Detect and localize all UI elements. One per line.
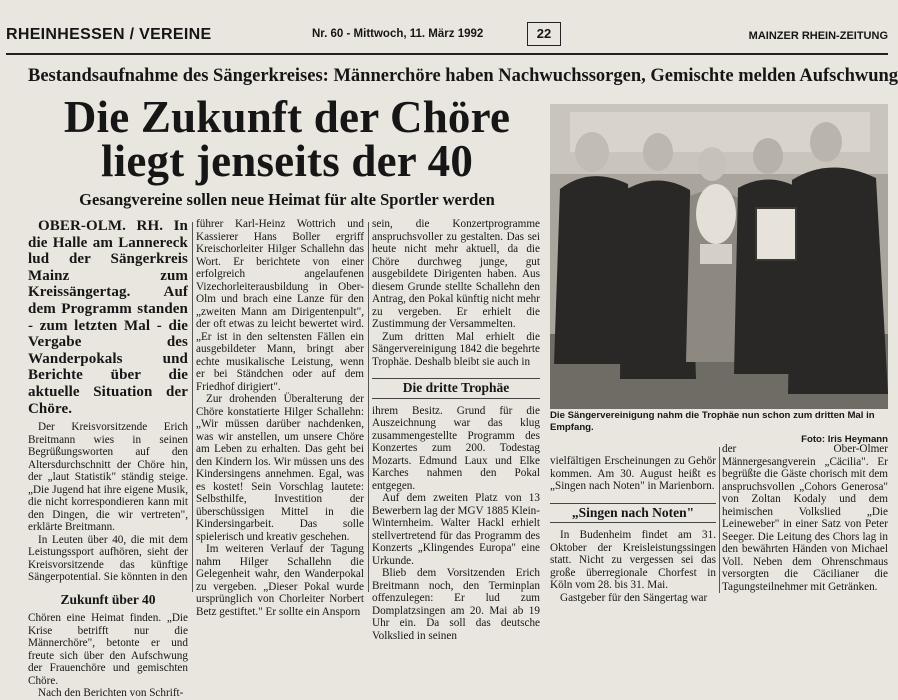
subheading: „Singen nach Noten" xyxy=(550,503,716,524)
subheadline: Gesangvereine sollen neue Heimat für alte Sportler werden xyxy=(79,190,495,209)
column-divider xyxy=(719,447,720,593)
photo-caption xyxy=(550,410,888,446)
column-1 xyxy=(28,218,188,700)
paragraph: In Leuten über 40, die mit dem Leistungssport aufhören, sieht der Kreisvorsitzende das künftige Sängerpotential. Sie könnten in den xyxy=(28,533,188,584)
paragraph: Gastgeber für den Sängertag war xyxy=(560,591,708,604)
subheading: Die dritte Trophäe xyxy=(372,378,540,399)
page-number: 22 xyxy=(527,22,561,46)
column-3 xyxy=(372,218,540,642)
paragraph: Auf dem zweiten Platz von 13 Bewerbern lag der MGV 1885 Klein-Winternheim. Walter Hackl erhielt stellvertretend für das Programm des Konzerts „Klingendes Europa" eine Urkunde. xyxy=(372,492,540,567)
issue-line: Nr. 60 - Mittwoch, 11. März 1992 xyxy=(312,28,484,40)
column-4 xyxy=(550,455,716,604)
lead-paragraph: OBER-OLM. RH. In die Halle am Lannereck lud der Sängerkreis Mainz zum Kreissängertag. Auf dem Programm standen - zum letzten Mal - die Vergabe des Wanderpokals und Berichte über die aktuelle Situation der Chöre. xyxy=(28,218,188,417)
article-photo xyxy=(550,104,888,409)
paragraph: ihrem Besitz. Grund für die Auszeichnung war das klug zusammengestellte Programm des Konzertes zum 200. Todestag Mozarts. Edmund Laux und Elke Karches nahmen den Pokal entgegen. xyxy=(372,404,540,492)
headline xyxy=(28,92,546,186)
paragraph: In Budenheim findet am 31. Oktober der Kreisleistungssingen statt. Nicht zu vergessen sei das große überregionale Chorfest in Köln vom 28. bis 31. Mai. xyxy=(550,529,716,591)
paragraph: Nach den Berichten von Schrift- xyxy=(38,687,184,700)
kicker: Bestandsaufnahme des Sängerkreises: Männerchöre haben Nachwuchssorgen, Gemischte melden Aufschwung xyxy=(28,66,898,86)
paragraph: Im weiteren Verlauf der Tagung nahm Hilger Schallehn die Gelegenheit wahr, den Wanderpokal zu vergeben. „Dieser Pokal wurde ursprünglich von Chorleiter Norbert Betz gestiftet." Er sollte ein Ansporn xyxy=(196,543,364,618)
column-5 xyxy=(722,443,888,593)
paragraph: der Ober-Olmer Männergesangverein „Cäcilia". Er begrüßte die Gäste chorisch mit dem anspruchsvollen „Cohors Generosa" von Zoltan Kodaly und dem heimischen Volkslied „Die Leineweber" in einer Satz von Peter Seeger. Die Leitung des Chors lag in den bewährten Händen von Michael Voll. Neben dem Ohrenschmaus versorgten die Cäcilianer die Tagungsteilnehmer mit Getränken. xyxy=(722,443,888,593)
newspaper-name: MAINZER RHEIN-ZEITUNG xyxy=(748,30,888,42)
paragraph: Chören eine Heimat finden. „Die Krise betrifft nur die Männerchöre", betonte er und freute sich über den Aufschwung der Frauenchöre und gemischten Chöre. xyxy=(28,612,188,687)
paragraph: vielfältigen Erscheinungen zu Gehör kommen. Am 30. August heißt es „Singen nach Noten" in Marienborn. xyxy=(550,455,716,492)
column-divider xyxy=(192,222,193,592)
caption-text: Die Sängervereinigung nahm die Trophäe nun schon zum dritten Mal in Empfang. xyxy=(550,410,875,433)
subheading: Zukunft über 40 xyxy=(60,591,156,607)
paragraph: Der Kreisvorsitzende Erich Breitmann wies in seinen Begrüßungsworten auf den Altersdurchschnitt der Chöre hin, der „laut Statistik" ständig steige. „Die Jugend hat ihre eigene Musik, die nicht korrespondieren kann mit den Dingen, die wir vertreten", erklärte Breitmann. xyxy=(28,421,188,534)
paragraph: Zur drohenden Überalterung der Chöre konstatierte Hilger Schallehn: „Wir müssen darüber nachdenken, was wir anstellen, um unsere Chöre am Leben zu erhalten. Das geht bei den Kindern los. Wir müssen uns des Kindersingens annehmen. Egal, was es kostet! Sein Vorschlag lautete: Selbsthilfe, Investition der überschüssigen Mittel in die Kindersingarbeit. Das solle spielerisch und kreativ geschehen. xyxy=(196,393,364,543)
photo-credit: Foto: Iris Heymann xyxy=(801,434,888,445)
photo-illustration xyxy=(550,104,888,409)
section-title: RHEINHESSEN / VEREINE xyxy=(6,26,212,43)
masthead-rule xyxy=(6,53,888,55)
paragraph: Zum dritten Mal erhielt die Sängervereinigung 1842 die begehrte Trophäe. Deshalb bleibt sie auch in xyxy=(372,330,540,368)
headline-line-2: liegt jenseits der 40 xyxy=(100,136,474,186)
column-divider xyxy=(368,222,369,592)
masthead xyxy=(6,22,888,50)
paragraph: sein, die Konzertprogramme anspruchsvoller zu gestalten. Das sei heute nicht mehr aktuell, da die Chöre durchweg junge, gut ausgebildete Dirigenten haben. Aus diesem Grunde stellte Schallehn den Antrag, den Pokal künftig nicht mehr zu vergeben. Er erhielt die Zustimmung der Versammelten. xyxy=(372,218,540,330)
paragraph: Blieb dem Vorsitzenden Erich Breitmann noch, den Terminplan offenzulegen: Er lud zum Domplatzsingen am 20. Mai ab 19 Uhr ein. Da soll das deutsche Volkslied in seinen xyxy=(372,567,540,642)
column-2 xyxy=(196,218,364,618)
paragraph: führer Karl-Heinz Wottrich und Kassierer Hans Boller ergriff Kreischorleiter Hilger Schallehn das Wort. Er berichtete von einer erfolgreich angelaufenen Vizechorleiterausbildung in Ober-Olm und brach eine Lanze für den „zweiten Mann am Dirigentenpult", der oft etwas zu leicht bewertet wird. „Er ist in den seltensten Fällen ein ausgebildeter Mann, bringt aber echte musikalische Leistung, wenn er bei Ständchen oder auf dem Friedhof dirigiert". xyxy=(196,218,364,393)
headline-line-1: Die Zukunft der Chöre xyxy=(63,92,511,142)
